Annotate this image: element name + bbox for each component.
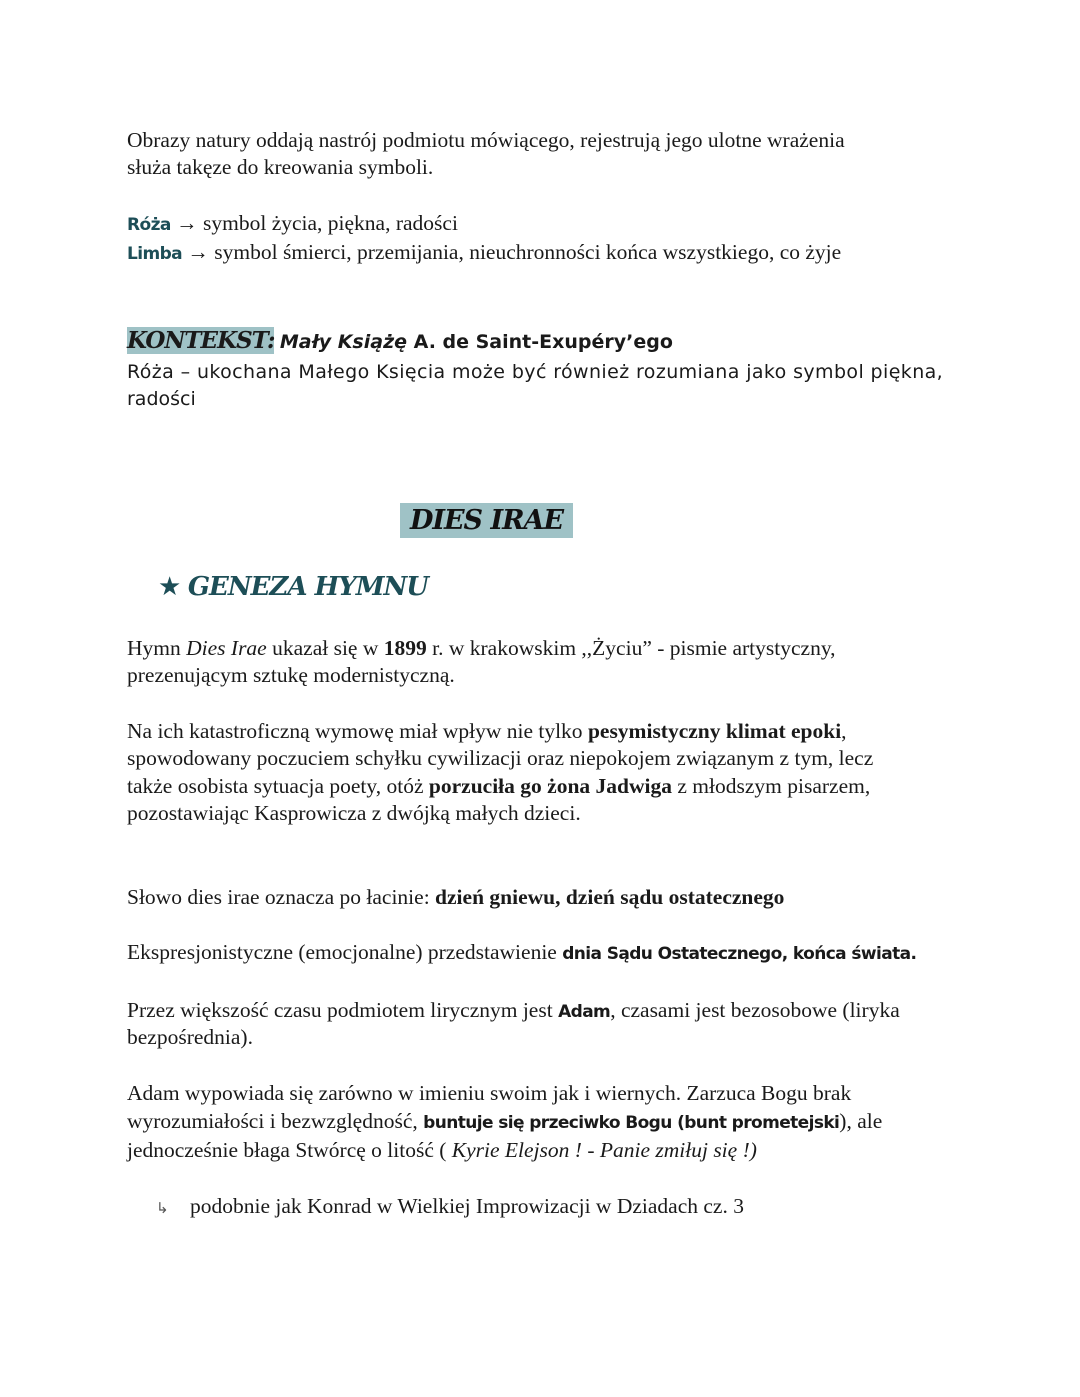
- paragraph-line: Obrazy natury oddają nastrój podmiotu mówiącego, rejestrują jego ulotne wrażenia: [127, 128, 845, 152]
- bold-text: dnia Sądu Ostatecznego, końca świata.: [562, 944, 917, 964]
- paragraph-line: Róża – ukochana Małego Księcia może być również rozumiana jako symbol piękna,: [127, 361, 944, 383]
- symbol-term: Limba: [127, 244, 183, 264]
- paragraph-line: także osobista sytuacja poety, otóż porzuciła go żona Jadwiga z młodszym pisarzem,: [127, 774, 871, 798]
- paragraph-line: Słowo dies irae oznacza po łacinie: dzień gniewu, dzień sądu ostatecznego: [127, 885, 785, 909]
- arrow-icon: ↳: [156, 1199, 169, 1217]
- paragraph-line: wyrozumiałości i bezwzględność, buntuje się przeciwko Bogu (bunt prometejski), ale: [127, 1109, 883, 1133]
- paragraph-line: bezpośrednia).: [127, 1025, 253, 1049]
- star-icon: ★: [158, 572, 182, 601]
- arrow-icon: →: [187, 240, 209, 264]
- arrow-icon: →: [176, 211, 198, 235]
- paragraph-line: pozostawiając Kasprowicza z dwójką małych dzieci.: [127, 801, 581, 825]
- book-title: Mały Książę: [279, 331, 408, 353]
- bold-text: buntuje się przeciwko Bogu (bunt prometejski: [423, 1113, 840, 1133]
- italic-text: Dies Irae: [186, 636, 267, 660]
- bullet-item: [156, 1192, 744, 1220]
- section-heading: [158, 570, 428, 604]
- kontekst-label: KONTEKST:: [127, 327, 275, 354]
- paragraph-line: spowodowany poczuciem schyłku cywilizacji oraz niepokojem związanym z tym, lecz: [127, 746, 874, 770]
- bold-text: porzuciła go żona Jadwiga: [428, 774, 672, 798]
- paragraph-line: służa takęze do kreowania symboli.: [127, 155, 434, 179]
- year: 1899: [383, 636, 427, 660]
- italic-text: Kyrie Elejson ! - Panie zmiłuj się !): [451, 1138, 757, 1162]
- paragraph-line: radości: [127, 388, 196, 410]
- bold-text: Adam: [558, 1002, 611, 1022]
- paragraph-line: Hymn Dies Irae ukazał się w 1899 r. w krakowskim ,,Życiu” - pismie artystyczny,: [127, 636, 836, 660]
- book-author: A. de Saint-Exupéry’ego: [407, 331, 673, 353]
- paragraph-line: Na ich katastroficzną wymowę miał wpływ nie tylko pesymistyczny klimat epoki,: [127, 719, 847, 743]
- kontekst-heading: [127, 326, 673, 356]
- bullet-text: podobnie jak Konrad w Wielkiej Improwizacji w Dziadach cz. 3: [190, 1194, 744, 1218]
- section-heading-label: GENEZA HYMNU: [187, 572, 428, 602]
- symbol-term: Róża: [127, 215, 171, 235]
- symbol-item: [127, 238, 841, 266]
- page-title: DIES IRAE: [400, 503, 573, 538]
- symbol-text: symbol śmierci, przemijania, nieuchronności końca wszystkiego, co żyje: [208, 240, 842, 264]
- bold-text: dzień gniewu, dzień sądu ostatecznego: [435, 885, 785, 909]
- paragraph-line: jednocześnie błaga Stwórcę o litość ( Kyrie Elejson ! - Panie zmiłuj się !): [127, 1138, 757, 1162]
- symbol-text: symbol życia, piękna, radości: [197, 211, 458, 235]
- paragraph-line: Przez większość czasu podmiotem lirycznym jest Adam, czasami jest bezosobowe (liryka: [127, 998, 900, 1022]
- paragraph-line: Ekspresjonistyczne (emocjonalne) przedstawienie dnia Sądu Ostatecznego, końca świata.: [127, 940, 917, 964]
- symbol-item: [127, 209, 458, 237]
- paragraph-line: Adam wypowiada się zarówno w imieniu swoim jak i wiernych. Zarzuca Bogu brak: [127, 1081, 852, 1105]
- paragraph-line: prezenującym sztukę modernistyczną.: [127, 663, 455, 687]
- bold-text: pesymistyczny klimat epoki: [587, 719, 842, 743]
